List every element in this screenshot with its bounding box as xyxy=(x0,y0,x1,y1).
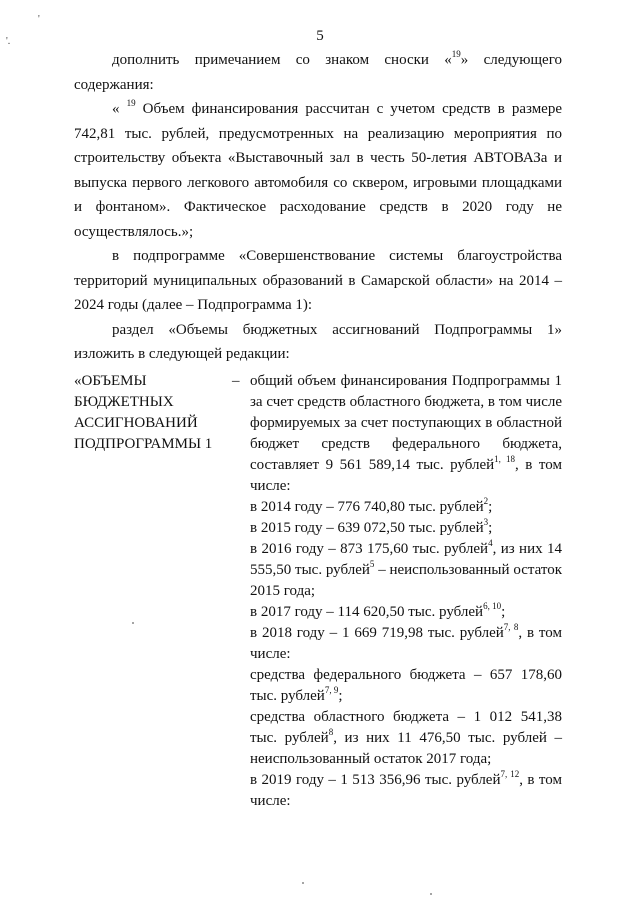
paragraph-add-note: дополнить примечанием со знаком сноски «$^{19}$» следующего содержания: xyxy=(74,49,562,93)
table-left-label: «ОБЪЕМЫ БЮДЖЕТНЫХ АССИГНОВАНИЙ ПОДПРОГРАММЫ 1 xyxy=(74,372,213,452)
regional-funds-2018: средства областного бюджета – 1 012 541,38 тыс. рублей$^8$, из них 11 476,50 тыс. рублей – неиспользованный остаток 2017 года; xyxy=(250,708,562,767)
year-2019: в 2019 году – 1 513 356,96 тыс. рублей$^{7, 12}$, в том числе: xyxy=(250,768,563,809)
scan-speck xyxy=(302,882,304,884)
corner-mark-2: '. xyxy=(6,36,11,47)
document-body xyxy=(74,48,562,812)
budget-table xyxy=(74,371,562,812)
year-2016: в 2016 году – 873 175,60 тыс. рублей$^4$, из них 14 555,50 тыс. рублей$^5$ – неиспользованный остаток 2015 года; xyxy=(250,537,563,599)
paragraph-footnote-19: « $^{19}$ Объем финансирования рассчитан с учетом средств в размере 742,81 тыс. рублей, предусмотренных на реализацию мероприятия по строительству объекта «Выставочный зал в честь 50-летия АВТОВАЗа и выпуска первого легкового автомобиля со сквером, игровыми площадками и фонтаном». Фактическое расходование средств в 2020 году не осуществлялось.»; xyxy=(74,98,562,240)
year-2017: в 2017 году – 114 620,50 тыс. рублей$^{6, 10}$; xyxy=(250,600,506,620)
table-dash: – xyxy=(232,372,240,389)
total-financing: общий объем финансирования Подпрограммы 1 за счет средств областного бюджета, в том числе формируемых за счет поступающих в областной бюджет средств федерального бюджета, составляет 9 561 589,14 тыс. рублей$^{1, 18}$, в том числе: xyxy=(250,372,562,494)
year-2014: в 2014 году – 776 740,80 тыс. рублей$^2$; xyxy=(250,495,493,515)
corner-mark: ' xyxy=(38,14,40,25)
year-2018: в 2018 году – 1 669 719,98 тыс. рублей$^{7, 8}$, в том числе: xyxy=(250,621,562,662)
paragraph-section: раздел «Объемы бюджетных ассигнований Подпрограммы 1» изложить в следующей редакции: xyxy=(74,321,562,362)
paragraph-subprogram: в подпрограмме «Совершенствование системы благоустройства территорий муниципальных образований в Самарской области» на 2014 – 2024 годы (далее – Подпрограмма 1): xyxy=(74,248,562,313)
scan-speck xyxy=(132,622,134,624)
federal-funds-2018: средства федерального бюджета – 657 178,60 тыс. рублей$^{7, 9}$; xyxy=(250,666,562,704)
scan-speck xyxy=(430,893,432,895)
year-2015: в 2015 году – 639 072,50 тыс. рублей$^3$; xyxy=(250,516,493,536)
page-number: 5 xyxy=(316,28,324,44)
table-right-content xyxy=(250,371,562,812)
